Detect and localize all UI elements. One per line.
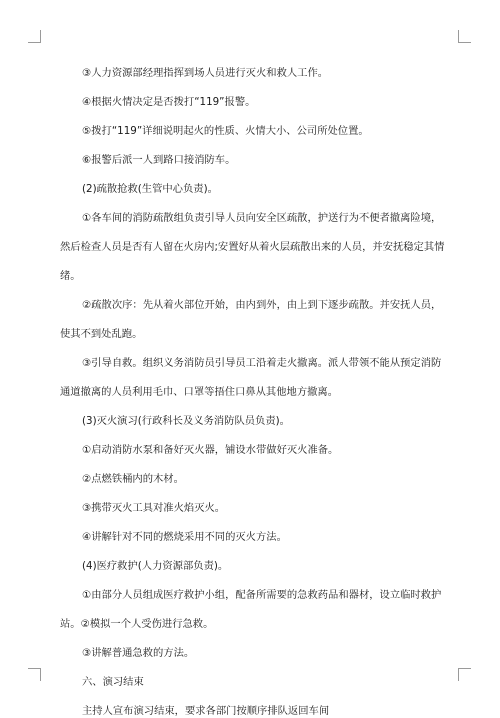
paragraph-line: 主持人宣布演习结束，要求各部门按顺序排队返回车间 [82, 705, 330, 717]
paragraph-line: ②点燃铁桶内的木材。 [82, 473, 184, 485]
section-heading: 六、演习结束 [82, 676, 144, 688]
paragraph-line: 使其不到处乱跑。 [60, 328, 143, 340]
paragraph-line: ⑤拨打“119”详细说明起火的性质、火情大小、公司所处位置。 [82, 125, 369, 137]
crop-mark-top-left [28, 30, 41, 43]
paragraph-line: ③讲解普通急救的方法。 [82, 647, 195, 659]
paragraph-line: 站。②模拟一个人受伤进行急救。 [60, 618, 214, 630]
paragraph-line: ③人力资源部经理指挥到场人员进行灭火和救人工作。 [82, 67, 329, 79]
paragraph-line: ④讲解针对不同的燃烧采用不同的灭火方法。 [82, 531, 287, 543]
paragraph-line: ①启动消防水泵和备好灭火器，铺设水带做好灭火准备。 [82, 444, 339, 456]
crop-mark-bottom-left [28, 668, 41, 681]
crop-mark-top-right [458, 30, 471, 43]
paragraph-line: ②疏散次序：先从着火部位开始，由内到外，由上到下逐步疏散。并安抚人员， [82, 299, 442, 311]
section-heading: (2)疏散抢救(生管中心负责)。 [82, 183, 218, 195]
paragraph-line: ①各车间的消防疏散组负责引导人员向安全区疏散，护送行为不便者撤离险境， [82, 212, 442, 224]
paragraph-line: ④根据火情决定是否拨打“119”报警。 [82, 96, 256, 108]
section-heading: (4)医疗救护(人力资源部负责)。 [82, 560, 229, 572]
paragraph-line: ③引导自救。组织义务消防员引导员工沿着走火撤离。派人带领不能从预定消防 [82, 357, 442, 369]
paragraph-line: ①由部分人员组成医疗救护小组，配备所需要的急救药品和器材，设立临时救护 [82, 589, 442, 601]
crop-mark-bottom-right [458, 668, 471, 681]
paragraph-line: ⑥报警后派一人到路口接消防车。 [82, 154, 236, 166]
paragraph-line: ③携带灭火工具对准火焰灭火。 [82, 502, 226, 514]
section-heading: (3)灭火演习(行政科长及义务消防队员负责)。 [82, 415, 290, 427]
paragraph-line: 然后检查人员是否有人留在火房内;安置好从着火层疏散出来的人员，并安抚稳定其情 [60, 241, 445, 253]
paragraph-line: 绪。 [60, 270, 81, 282]
paragraph-line: 通道撤离的人员利用毛巾、口罩等捂住口鼻从其他地方撤离。 [60, 386, 339, 398]
